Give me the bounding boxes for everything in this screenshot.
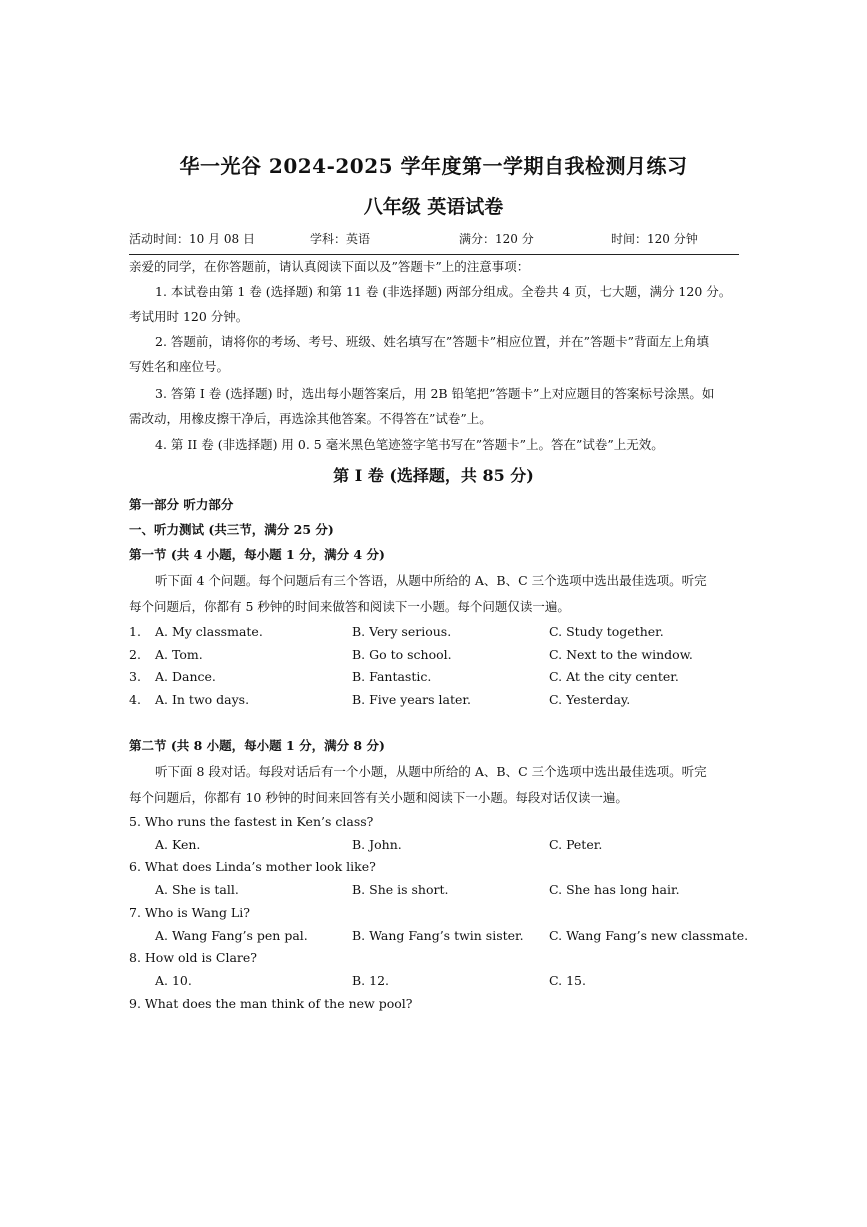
- option-b: B. Very serious.: [352, 624, 452, 639]
- s1-instruction-a: 听下面 4 个问题。每个问题后有三个答语，从题中所给的 A、B、C 三个选项中选出最佳选项。听完: [155, 573, 707, 588]
- notice-2a: 2. 答题前，请将你的考场、考号、班级、姓名填写在”答题卡”相应位置，并在”答题卡”背面左上角填: [155, 334, 709, 349]
- s2-title: 第二节 (共 8 小题，每小题 1 分，满分 8 分): [129, 738, 385, 753]
- option-b: B. Go to school.: [352, 647, 452, 662]
- notice-1b: 考试用时 120 分钟。: [129, 309, 249, 324]
- option-a: A. In two days.: [155, 692, 250, 707]
- option-b: B. Wang Fang’s twin sister.: [352, 928, 524, 943]
- option-a: A. Ken.: [155, 837, 201, 852]
- listening-heading: 一、听力测试 (共三节，满分 25 分): [129, 522, 334, 537]
- option-c: C. Study together.: [549, 624, 664, 639]
- option-b: B. John.: [352, 837, 402, 852]
- s1-instruction-b: 每个问题后，你都有 5 秒钟的时间来做答和阅读下一小题。每个问题仅读一遍。: [129, 599, 570, 614]
- item-number: 1.: [129, 624, 141, 639]
- item-number: 4.: [129, 692, 141, 707]
- s2-instruction-b: 每个问题后，你都有 10 秒钟的时间来回答有关小题和阅读下一小题。每段对话仅读一遍。: [129, 790, 628, 805]
- notice-4: 4. 第 II 卷 (非选择题) 用 0. 5 毫米黑色笔迹签字笔书写在”答题卡”上。答在”试卷”上无效。: [155, 437, 664, 452]
- notice-3a: 3. 答第 I 卷 (选择题) 时，选出每小题答案后，用 2B 铅笔把”答题卡”上对应题目的答案标号涂黑。如: [155, 386, 715, 401]
- option-b: B. She is short.: [352, 882, 449, 897]
- part-title: 第一部分 听力部分: [129, 497, 234, 512]
- item-number: 2.: [129, 647, 141, 662]
- option-c: C. Wang Fang’s new classmate.: [549, 928, 749, 943]
- question-text: 5. Who runs the fastest in Ken’s class?: [129, 814, 374, 829]
- meta-time: 时间：120 分钟: [611, 232, 698, 246]
- header-divider: [129, 254, 739, 255]
- exam-subtitle: 八年级 英语试卷: [363, 196, 504, 218]
- option-c: C. Yesterday.: [549, 692, 631, 707]
- item-number: 3.: [129, 669, 141, 684]
- question-text: 7. Who is Wang Li?: [129, 905, 250, 920]
- notice-intro: 亲爱的同学，在你答题前，请认真阅读下面以及”答题卡”上的注意事项：: [129, 259, 530, 274]
- meta-subject: 学科：英语: [310, 232, 371, 246]
- option-b: B. 12.: [352, 973, 390, 988]
- option-c: C. 15.: [549, 973, 586, 988]
- option-a: A. Dance.: [155, 669, 216, 684]
- option-b: B. Five years later.: [352, 692, 471, 707]
- exam-title: 华一光谷 2024-2025 学年度第一学期自我检测月练习: [179, 154, 688, 178]
- section1-title: 第 I 卷 (选择题，共 85 分): [333, 466, 534, 485]
- question-text: 6. What does Linda’s mother look like?: [129, 859, 376, 874]
- option-c: C. Next to the window.: [549, 647, 693, 662]
- exam-meta: [129, 230, 739, 250]
- option-c: C. She has long hair.: [549, 882, 680, 897]
- notice-2b: 写姓名和座位号。: [129, 359, 230, 374]
- s1-title: 第一节 (共 4 小题，每小题 1 分，满分 4 分): [129, 547, 385, 562]
- option-a: A. My classmate.: [155, 624, 263, 639]
- option-b: B. Fantastic.: [352, 669, 432, 684]
- s2-instruction-a: 听下面 8 段对话。每段对话后有一个小题，从题中所给的 A、B、C 三个选项中选出最佳选项。听完: [155, 764, 707, 779]
- option-a: A. 10.: [155, 973, 192, 988]
- question-text: 8. How old is Clare?: [129, 950, 257, 965]
- notice-3b: 需改动，用橡皮擦干净后，再选涂其他答案。不得答在”试卷”上。: [129, 411, 492, 426]
- option-a: A. She is tall.: [155, 882, 239, 897]
- meta-date: 活动时间：10 月 08 日: [129, 232, 255, 246]
- option-a: A. Tom.: [155, 647, 203, 662]
- question-text: 9. What does the man think of the new pool?: [129, 996, 413, 1011]
- meta-score: 满分：120 分: [459, 232, 534, 246]
- notice-1a: 1. 本试卷由第 1 卷 (选择题) 和第 11 卷 (非选择题) 两部分组成。全卷共 4 页，七大题，满分 120 分。: [155, 284, 732, 299]
- option-c: C. At the city center.: [549, 669, 679, 684]
- option-a: A. Wang Fang’s pen pal.: [155, 928, 308, 943]
- option-c: C. Peter.: [549, 837, 603, 852]
